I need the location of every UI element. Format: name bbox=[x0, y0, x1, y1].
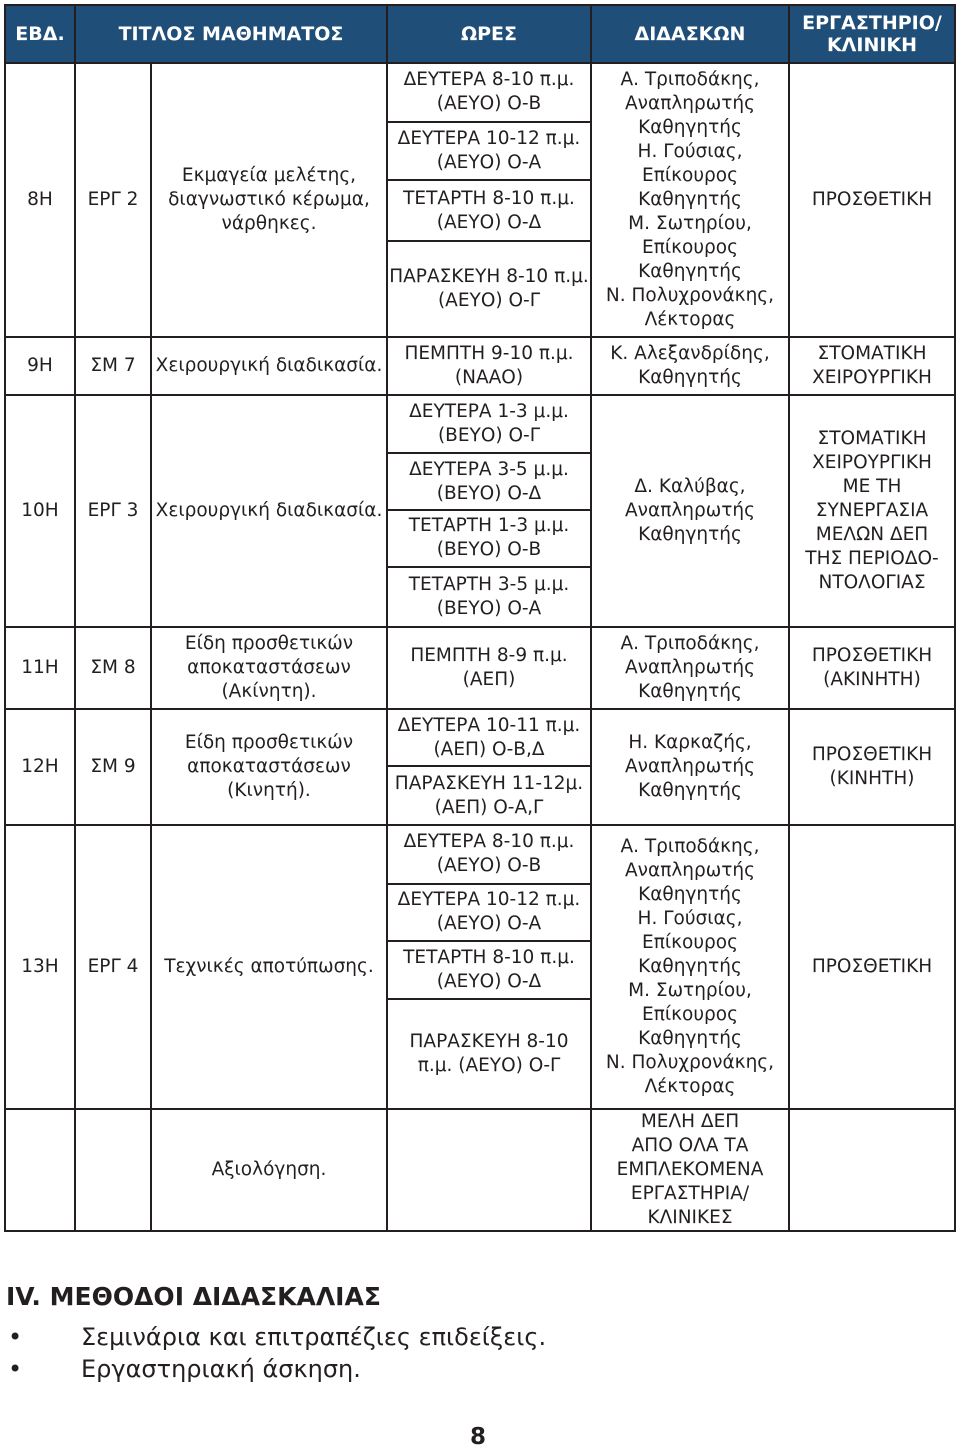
title-cell: Χειρουργική διαδικασία. bbox=[151, 395, 387, 627]
lab-cell: ΠΡΟΣΘΕΤΙΚΗ bbox=[789, 63, 955, 337]
hours-slot: ΠΑΡΑΣΚΕΥΗ 11-12μ. (ΑΕΠ) Ο-Α,Γ bbox=[394, 772, 584, 818]
bullet-icon: • bbox=[8, 1355, 23, 1383]
hours-slot: ΔΕΥΤΕΡΑ 10-12 π.μ. (ΑΕΥΟ) Ο-Α bbox=[388, 885, 590, 942]
hours-slot: ΠΑΡΑΣΚΕΥΗ 8-10 π.μ. (ΑΕΥΟ) Ο-Γ bbox=[409, 1031, 569, 1077]
hours-cell bbox=[387, 337, 591, 395]
methods-list bbox=[6, 1321, 546, 1385]
teaching-methods-section bbox=[6, 1282, 546, 1385]
teachers-cell: Η. Καρκαζής, Αναπληρωτής Καθηγητής bbox=[591, 709, 789, 825]
title-cell: Εκμαγεία μελέτης, διαγνωστικό κέρωμα, νάρθηκες. bbox=[151, 63, 387, 337]
list-item-text: Εργαστηριακή άσκηση. bbox=[81, 1355, 361, 1383]
week-cell: 11Η bbox=[5, 627, 75, 709]
week-cell: 9Η bbox=[5, 337, 75, 395]
hours-cell bbox=[387, 709, 591, 825]
table-row bbox=[5, 709, 955, 825]
week-cell: 8Η bbox=[5, 63, 75, 337]
hours-cell bbox=[387, 395, 591, 627]
header-lab: ΕΡΓΑΣΤΗΡΙΟ/ ΚΛΙΝΙΚΗ bbox=[789, 5, 955, 63]
hours-slot: ΠΕΜΠΤΗ 9-10 π.μ. (ΝΑΑΟ) bbox=[404, 343, 574, 388]
hours-slot: ΤΕΤΑΡΤΗ 1-3 μ.μ. (ΒΕΥΟ) Ο-Β bbox=[388, 511, 590, 568]
table-row bbox=[5, 63, 955, 337]
schedule-table bbox=[4, 4, 956, 1232]
lab-cell bbox=[789, 1109, 955, 1231]
list-item bbox=[6, 1321, 546, 1353]
week-cell bbox=[5, 1109, 75, 1231]
code-cell: ΣΜ 7 bbox=[75, 337, 151, 395]
week-cell: 10Η bbox=[5, 395, 75, 627]
hours-slot: ΔΕΥΤΕΡΑ 8-10 π.μ. (ΑΕΥΟ) Ο-Β bbox=[388, 64, 590, 123]
bullet-icon: • bbox=[8, 1323, 23, 1351]
hours-slot: ΔΕΥΤΕΡΑ 10-12 π.μ. (ΑΕΥΟ) Ο-Α bbox=[388, 123, 590, 182]
hours-slot: ΔΕΥΤΕΡΑ 1-3 μ.μ. (ΒΕΥΟ) Ο-Γ bbox=[388, 396, 590, 454]
hours-cell bbox=[387, 825, 591, 1109]
table-row bbox=[5, 825, 955, 1109]
teachers-cell: Α. Τριποδάκης, Αναπληρωτής Καθηγητής Η. Γούσιας, Επίκουρος Καθηγητής Μ. Σωτηρίου, Επίκουρος Καθηγητής Ν. Πολυχρονάκης, Λέκτορας bbox=[591, 825, 789, 1109]
hours-slot: ΠΑΡΑΣΚΕΥΗ 8-10 π.μ. (ΑΕΥΟ) Ο-Γ bbox=[389, 266, 589, 312]
title-cell: Είδη προσθετικών αποκαταστάσεων (Κινητή). bbox=[151, 709, 387, 825]
hours-slot: ΔΕΥΤΕΡΑ 10-11 π.μ. (ΑΕΠ) Ο-Β,Δ bbox=[388, 710, 590, 767]
header-row bbox=[5, 5, 955, 63]
lab-cell: ΣΤΟΜΑΤΙΚΗ ΧΕΙΡΟΥΡΓΙΚΗ bbox=[789, 337, 955, 395]
hours-slot: ΤΕΤΑΡΤΗ 8-10 π.μ. (ΑΕΥΟ) Ο-Δ bbox=[388, 181, 590, 242]
hours-cell bbox=[387, 627, 591, 709]
header-teachers: ΔΙΔΑΣΚΩΝ bbox=[591, 5, 789, 63]
lab-cell: ΠΡΟΣΘΕΤΙΚΗ (ΚΙΝΗΤΗ) bbox=[789, 709, 955, 825]
hours-cell bbox=[387, 1109, 591, 1231]
hours-slot: ΤΕΤΑΡΤΗ 3-5 μ.μ. (ΒΕΥΟ) Ο-Α bbox=[408, 573, 570, 619]
hours-slot: ΤΕΤΑΡΤΗ 8-10 π.μ. (ΑΕΥΟ) Ο-Δ bbox=[388, 942, 590, 1001]
title-cell: Χειρουργική διαδικασία. bbox=[151, 337, 387, 395]
lab-cell: ΣΤΟΜΑΤΙΚΗ ΧΕΙΡΟΥΡΓΙΚΗ ΜΕ ΤΗ ΣΥΝΕΡΓΑΣΙΑ ΜΕΛΩΝ ΔΕΠ ΤΗΣ ΠΕΡΙΟΔΟ- ΝΤΟΛΟΓΙΑΣ bbox=[789, 395, 955, 627]
teachers-cell: Δ. Καλύβας, Αναπληρωτής Καθηγητής bbox=[591, 395, 789, 627]
hours-slot bbox=[388, 1110, 590, 1230]
week-cell: 13Η bbox=[5, 825, 75, 1109]
page-number: 8 bbox=[470, 1424, 487, 1450]
teachers-cell: ΜΕΛΗ ΔΕΠ ΑΠΟ ΟΛΑ ΤΑ ΕΜΠΛΕΚΟΜΕΝΑ ΕΡΓΑΣΤΗΡΙΑ/ ΚΛΙΝΙΚΕΣ bbox=[591, 1109, 789, 1231]
title-cell: Αξιολόγηση. bbox=[151, 1109, 387, 1231]
teachers-cell: Α. Τριποδάκης, Αναπληρωτής Καθηγητής bbox=[591, 627, 789, 709]
hours-slot: ΠΕΜΠΤΗ 8-9 π.μ. (ΑΕΠ) bbox=[410, 645, 568, 690]
table-row bbox=[5, 395, 955, 627]
code-cell: ΣΜ 9 bbox=[75, 709, 151, 825]
code-cell: ΕΡΓ 4 bbox=[75, 825, 151, 1109]
code-cell: ΕΡΓ 3 bbox=[75, 395, 151, 627]
table-row bbox=[5, 1109, 955, 1231]
section-title: IV. ΜΕΘΟΔΟΙ ΔΙΔΑΣΚΑΛΙΑΣ bbox=[6, 1282, 381, 1311]
lab-cell: ΠΡΟΣΘΕΤΙΚΗ bbox=[789, 825, 955, 1109]
hours-slot: ΔΕΥΤΕΡΑ 8-10 π.μ. (ΑΕΥΟ) Ο-Β bbox=[388, 826, 590, 885]
table-row bbox=[5, 337, 955, 395]
header-week: ΕΒΔ. bbox=[5, 5, 75, 63]
lab-cell: ΠΡΟΣΘΕΤΙΚΗ (ΑΚΙΝΗΤΗ) bbox=[789, 627, 955, 709]
teachers-cell: Κ. Αλεξανδρίδης, Καθηγητής bbox=[591, 337, 789, 395]
header-title: ΤΙΤΛΟΣ ΜΑΘΗΜΑΤΟΣ bbox=[75, 5, 387, 63]
hours-cell bbox=[387, 63, 591, 337]
title-cell: Είδη προσθετικών αποκαταστάσεων (Ακίνητη). bbox=[151, 627, 387, 709]
teachers-cell: Α. Τριποδάκης, Αναπληρωτής Καθηγητής Η. Γούσιας, Επίκουρος Καθηγητής Μ. Σωτηρίου, Επίκουρος Καθηγητής Ν. Πολυχρονάκης, Λέκτορας bbox=[591, 63, 789, 337]
list-item bbox=[6, 1353, 546, 1385]
header-hours: ΩΡΕΣ bbox=[387, 5, 591, 63]
list-item-text: Σεμινάρια και επιτραπέζιες επιδείξεις. bbox=[81, 1323, 547, 1351]
hours-slot: ΔΕΥΤΕΡΑ 3-5 μ.μ. (ΒΕΥΟ) Ο-Δ bbox=[388, 454, 590, 511]
code-cell bbox=[75, 1109, 151, 1231]
title-cell: Τεχνικές αποτύπωσης. bbox=[151, 825, 387, 1109]
code-cell: ΕΡΓ 2 bbox=[75, 63, 151, 337]
table-row bbox=[5, 627, 955, 709]
code-cell: ΣΜ 8 bbox=[75, 627, 151, 709]
week-cell: 12Η bbox=[5, 709, 75, 825]
